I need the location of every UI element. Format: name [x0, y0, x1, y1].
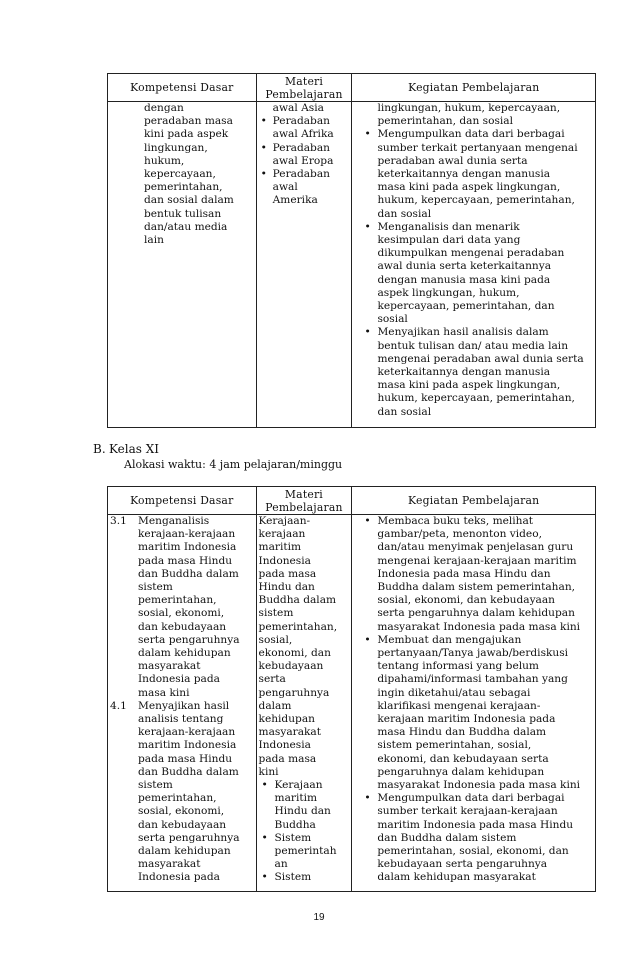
materi-list — [259, 779, 350, 885]
time-allocation: Alokasi waktu: 4 jam pelajaran/minggu — [124, 458, 343, 471]
kompetensi-cell — [108, 102, 257, 428]
kompetensi-cell — [108, 515, 257, 892]
header-materi-pembelajaran: Materi Pembelajaran — [256, 74, 352, 102]
section-title: Kelas XI — [109, 442, 159, 456]
header-kompetensi-dasar: Kompetensi Dasar — [108, 487, 257, 515]
list-item: • Peradaban awal Amerika — [273, 168, 350, 208]
materi-text: Kerajaan- kerajaan maritim Indonesia pada masa Hindu dan Buddha dalam sistem pemerintahan, sosial, ekonomi, dan kebudayaan serta pengaruhnya dalam kehidupan masyarakat Indonesia pada masa kini — [258, 515, 338, 778]
kegiatan-list — [352, 128, 595, 418]
materi-list — [273, 115, 350, 207]
list-item: • Mengumpulkan data dari berbagai sumber terkait pertanyaan mengenai peradaban awal dunia serta keterkaitannya dengan manusia masa kini pada aspek lingkungan, hukum, kepercayaan, pemerintahan, dan sosial — [377, 128, 592, 220]
kompetensi-text: Menganalisis kerajaan-kerajaan maritim Indonesia pada masa Hindu dan Buddha dalam sistem pemerintahan, sosial, ekonomi, dan kebudayaan serta pengaruhnya dalam kehidupan masyarakat Indonesia pada masa kini — [138, 515, 240, 699]
competency-table-continued — [107, 73, 596, 428]
kompetensi-number: 4.1 — [110, 699, 127, 712]
header-materi-pembelajaran: Materi Pembelajaran — [256, 487, 352, 515]
list-item: • Peradaban awal Eropa — [273, 142, 350, 168]
table-row — [108, 102, 596, 428]
header-kegiatan-pembelajaran: Kegiatan Pembelajaran — [352, 487, 596, 515]
kompetensi-text: dengan peradaban masa kini pada aspek lingkungan, hukum, kepercayaan, pemerintahan, dan sosial dalam bentuk tulisan dan/atau media lain — [144, 102, 234, 247]
list-item: • Menyajikan hasil analisis dalam bentuk tulisan dan/ atau media lain mengenai peradaban awal dunia serta keterkaitannya dengan manusia masa kini pada aspek lingkungan, hukum, kepercayaan, pemerintahan, dan sosial — [377, 326, 592, 418]
section-label: B. — [93, 442, 106, 456]
page-number: 19 — [313, 912, 325, 923]
header-kegiatan-pembelajaran: Kegiatan Pembelajaran — [352, 74, 596, 102]
list-item: • Sistem — [275, 871, 350, 884]
kegiatan-cell — [352, 515, 596, 892]
table-header-row — [108, 74, 596, 102]
list-item: • Menganalisis dan menarik kesimpulan dari data yang dikumpulkan mengenai peradaban awal dunia serta keterkaitannya dengan manusia masa kini pada aspek lingkungan, hukum, kepercayaan, pemerintahan, dan sosial — [377, 221, 592, 327]
competency-table-kelas-xi — [107, 486, 596, 892]
kegiatan-list — [352, 515, 595, 885]
kompetensi-item — [110, 700, 254, 885]
list-item: • Membaca buku teks, melihat gambar/peta, menonton video, dan/atau menyimak penjelasan guru mengenai kerajaan-kerajaan maritim Indonesia pada masa Hindu dan Buddha dalam sistem pemerintahan, sosial, ekonomi, dan kebudayaan serta pengaruhnya dalam kehidupan masyarakat Indonesia pada masa kini — [377, 515, 592, 634]
kompetensi-item — [110, 515, 254, 700]
list-item: • Kerajaan maritim Hindu dan Buddha — [275, 779, 350, 832]
list-item: • Mengumpulkan data dari berbagai sumber terkait kerajaan-kerajaan maritim Indonesia pada masa Hindu dan Buddha dalam sistem pemerintahan, sosial, ekonomi, dan kebudayaan serta pengaruhnya dalam kehidupan masyarakat — [377, 792, 592, 884]
materi-cell — [256, 515, 352, 892]
list-item: • Peradaban awal Afrika — [273, 115, 350, 141]
list-item: • Membuat dan mengajukan pertanyaan/Tanya jawab/berdiskusi tentang informasi yang belum dipahami/informasi tambahan yang ingin diketahui/atau sebagai klarifikasi mengenai kerajaan- kerajaan maritim Indonesia pada masa Hindu dan Buddha dalam sistem pemerintahan, sosial, ekonomi, dan kebudayaan serta pengaruhnya dalam kehidupan masyarakat Indonesia pada masa kini — [377, 634, 592, 792]
table-header-row — [108, 487, 596, 515]
kegiatan-text: lingkungan, hukum, kepercayaan, pemerintahan, dan sosial — [377, 102, 561, 128]
materi-cell — [256, 102, 352, 428]
kegiatan-cell — [352, 102, 596, 428]
kompetensi-number: 3.1 — [110, 515, 127, 527]
table-row — [108, 515, 596, 892]
materi-text: awal Asia — [272, 102, 324, 114]
header-kompetensi-dasar: Kompetensi Dasar — [108, 74, 257, 102]
kompetensi-text: Menyajikan hasil analisis tentang kerajaan-kerajaan maritim Indonesia pada masa Hindu dan Buddha dalam sistem pemerintahan, sosial, ekonomi, dan kebudayaan serta pengaruhnya dalam kehidupan masyarakat Indonesia pada — [138, 699, 240, 884]
list-item: • Sistem pemerintah an — [275, 832, 350, 872]
section-heading — [93, 442, 159, 457]
